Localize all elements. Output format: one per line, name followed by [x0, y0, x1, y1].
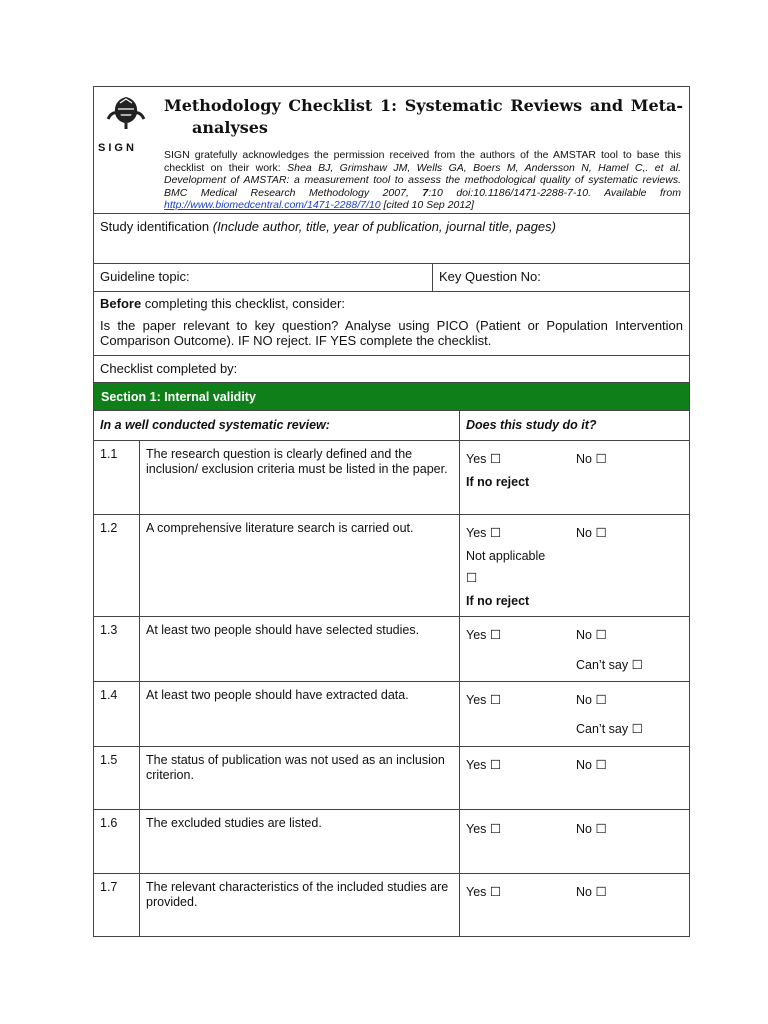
item-question: At least two people should have selected studies. [146, 623, 420, 637]
yes-checkbox[interactable]: Yes ☐ [466, 452, 502, 466]
item-question: The relevant characteristics of the included studies are provided. [146, 880, 449, 909]
yes-checkbox[interactable]: Yes ☐ [466, 628, 502, 642]
if-no-reject-note: If no reject [466, 475, 530, 489]
table-row [94, 617, 690, 682]
header-cell [94, 87, 690, 214]
table-row [94, 810, 690, 874]
no-checkbox[interactable]: No ☐ [576, 758, 607, 772]
guideline-topic-cell[interactable] [94, 264, 433, 291]
no-checkbox[interactable]: No ☐ [576, 452, 607, 466]
thistle-icon [98, 93, 154, 141]
item-question: A comprehensive literature search is carried out. [146, 521, 414, 535]
item-number: 1.6 [100, 816, 118, 830]
item-question: The excluded studies are listed. [146, 816, 322, 830]
guideline-topic-label: Guideline topic: [100, 269, 190, 284]
item-number: 1.2 [100, 521, 118, 535]
before-rest: completing this checklist, consider: [141, 296, 345, 311]
study-identification-hint: (Include author, title, year of publication, journal title, pages) [212, 219, 556, 234]
yes-checkbox[interactable]: Yes ☐ [466, 822, 502, 836]
if-no-reject-note: If no reject [466, 594, 530, 608]
sign-logo [94, 87, 156, 212]
study-identification-label: Study identification [100, 219, 213, 234]
table-row [94, 682, 690, 747]
item-number: 1.4 [100, 688, 118, 702]
item-number: 1.1 [100, 447, 118, 461]
page-title: Methodology Checklist 1: Systematic Reviews and Meta- analyses [164, 96, 684, 137]
cant-say-checkbox[interactable]: Can’t say ☐ [576, 722, 643, 736]
before-bold: Before [100, 296, 142, 311]
acknowledgement: SIGN gratefully acknowledges the permission received from the authors of the AMSTAR tool to base this checklist on their work: Shea BJ, Grimshaw JM, Wells GA, Boers M, Andersson N, Hamel C,. et al. Development of AMSTAR: a measurement tool to assess the methodological quality of systematic reviews. BMC Medical Research Methodology 2007, 7:10 doi:10.1186/1471-2288-7-10. Available from http://www.biomedcentral.com/1471-2288/7/10 [cited 10 Sep 2012] [164, 149, 682, 211]
table-row [94, 441, 690, 515]
not-applicable-label: Not applicable [466, 549, 546, 563]
item-question: The status of publication was not used as an inclusion criterion. [146, 753, 445, 782]
item-number: 1.5 [100, 753, 118, 767]
item-number: 1.7 [100, 880, 118, 894]
section-header [94, 383, 690, 411]
yes-checkbox[interactable]: Yes ☐ [466, 693, 502, 707]
section-title: Section 1: Internal validity [101, 390, 256, 404]
column-header-answer: Does this study do it? [466, 418, 597, 432]
no-checkbox[interactable]: No ☐ [576, 822, 607, 836]
before-body: Is the paper relevant to key question? Analyse using PICO (Patient or Population Intervention Comparison Outcome). IF NO reject. IF YES complete the checklist. [100, 318, 684, 348]
yes-checkbox[interactable]: Yes ☐ [466, 885, 502, 899]
yes-checkbox[interactable]: Yes ☐ [466, 526, 502, 540]
checklist-table [93, 86, 690, 937]
logo-text: SIGN [98, 142, 137, 154]
cant-say-checkbox[interactable]: Can’t say ☐ [576, 658, 643, 672]
amstar-link[interactable]: http://www.biomedcentral.com/1471-2288/7/10 [164, 199, 381, 211]
key-question-cell[interactable] [433, 264, 689, 291]
table-row [94, 874, 690, 937]
completed-by-label: Checklist completed by: [100, 361, 238, 376]
item-question: The research question is clearly defined and the inclusion/ exclusion criteria must be listed in the paper. [146, 447, 448, 476]
item-question: At least two people should have extracted data. [146, 688, 409, 702]
table-row [94, 515, 690, 617]
checklist-document [93, 86, 689, 937]
item-number: 1.3 [100, 623, 118, 637]
no-checkbox[interactable]: No ☐ [576, 628, 607, 642]
no-checkbox[interactable]: No ☐ [576, 693, 607, 707]
not-applicable-checkbox[interactable]: ☐ [466, 571, 478, 585]
study-identification-cell[interactable] [94, 214, 690, 264]
no-checkbox[interactable]: No ☐ [576, 885, 607, 899]
column-header-criteria: In a well conducted systematic review: [100, 418, 330, 432]
no-checkbox[interactable]: No ☐ [576, 526, 607, 540]
key-question-label: Key Question No: [439, 269, 541, 284]
before-cell [94, 292, 690, 356]
yes-checkbox[interactable]: Yes ☐ [466, 758, 502, 772]
completed-by-cell[interactable] [94, 356, 690, 383]
table-row [94, 747, 690, 810]
